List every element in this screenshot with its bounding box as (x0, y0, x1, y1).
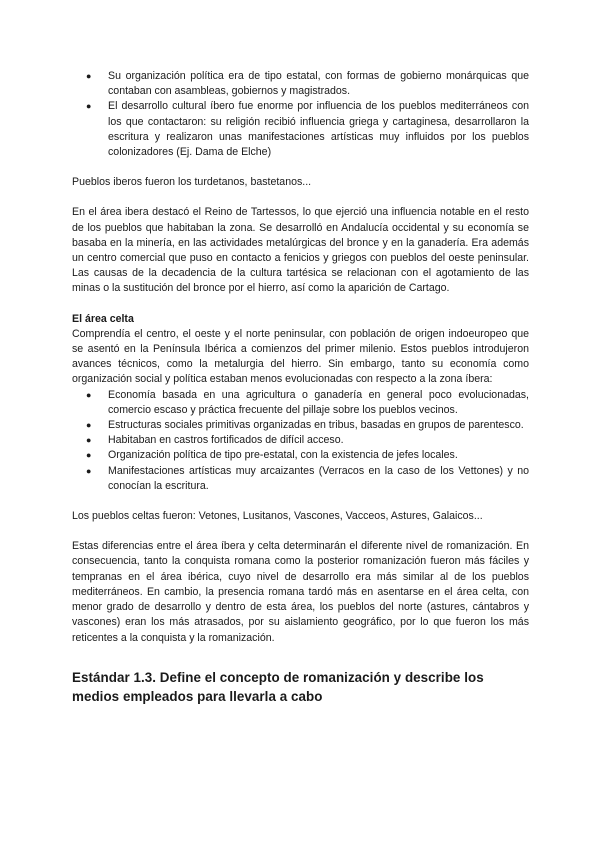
list-item: ● El desarrollo cultural íbero fue enorme por influencia de los pueblos mediterráneos con los que contactaron: su religión recibió influencia griega y cartaginesa, desarrollaron la escritura y realizaron unas manifestaciones artísticas muy influidos por los pueblos colonizadores (Ej. Dama de Elche) (86, 100, 529, 159)
celtic-area-heading: El área celta (72, 312, 134, 325)
bullet-icon: ● (86, 450, 92, 461)
celtic-peoples-line: Los pueblos celtas fueron: Vetones, Lusitanos, Vascones, Vacceos, Astures, Galaicos... (72, 510, 483, 523)
celtic-intro-paragraph: Comprendía el centro, el oeste y el norte peninsular, con población de origen indoeuropeo que se asentó en la Península Ibérica a comienzos del primer milenio. Estos pueblos introdujeron avances técnicos, como la metalurgia del hierro. Sin embargo, tanto su economía como organización social y política estaban menos evolucionadas con respecto a la zona íbera: (72, 327, 529, 386)
bullet-icon: ● (86, 389, 92, 400)
list-item: ● Su organización política era de tipo estatal, con formas de gobierno monárquicas que contaban con asambleas, gobiernos y magistrados. (86, 70, 529, 98)
list-item: ● Estructuras sociales primitivas organizadas en tribus, basadas en grupos de parentesco. (72, 418, 529, 433)
bullet-icon: ● (86, 465, 92, 476)
list-item: ● Economía basada en una agricultura o ganadería en general poco evolucionadas, comercio escaso y práctica frecuente del pillaje sobre los pueblos vecinos. (86, 388, 529, 416)
celtic-features-list (72, 388, 529, 494)
differences-paragraph: Estas diferencias entre el área íbera y celta determinarán el diferente nivel de romanización. En consecuencia, tanto la conquista romana como la posterior romanización fueron más fáciles y tempranas en el área ibérica, cuyo nivel de desarrollo era más similar al de los pueblos mediterráneos. En cambio, la presencia romana tardó más en asentarse en el área celta, con menor grado de desarrollo y dentro de esta área, los pueblos del norte (astures, cántabros y vascones) eran los más atrasados, por su aislamiento geográfico, por lo que fueron los más reticentes a la conquista y la romanización. (72, 540, 529, 644)
list-item: ● Habitaban en castros fortificados de difícil acceso. (72, 433, 529, 448)
bullet-icon: ● (86, 71, 92, 81)
tartessos-paragraph: En el área ibera destacó el Reino de Tartessos, lo que ejerció una influencia notable en el resto de los pueblos que habitaban la zona. Se desarrolló en Andalucía occidental y su economía se basaba en la minería, en las actividades metalúrgicas del bronce y en la ganadería. Era además un centro comercial que puso en contacto a fenicios y griegos con pueblos del oeste peninsular. Las causas de la decadencia de la cultura tartésica se relacionan con el agotamiento de las minas o la sustitución del bronce por el hierro, así como la aparición de Cartago. (72, 206, 529, 295)
bullet-icon: ● (86, 435, 92, 446)
iberian-peoples-line: Pueblos iberos fueron los turdetanos, bastetanos... (72, 176, 312, 189)
list-item: ● Organización política de tipo pre-estatal, con la existencia de jefes locales. (72, 448, 529, 463)
page-content (72, 69, 529, 706)
iberian-features-list (72, 69, 529, 160)
list-item: ● Manifestaciones artísticas muy arcaizantes (Verracos en la caso de los Vettones) y no conocían la escritura. (86, 464, 529, 492)
bullet-icon: ● (86, 420, 92, 431)
standard-heading: Estándar 1.3. Define el concepto de romanización y describe los medios empleados para llevarla a cabo (72, 669, 484, 704)
bullet-icon: ● (86, 101, 92, 112)
